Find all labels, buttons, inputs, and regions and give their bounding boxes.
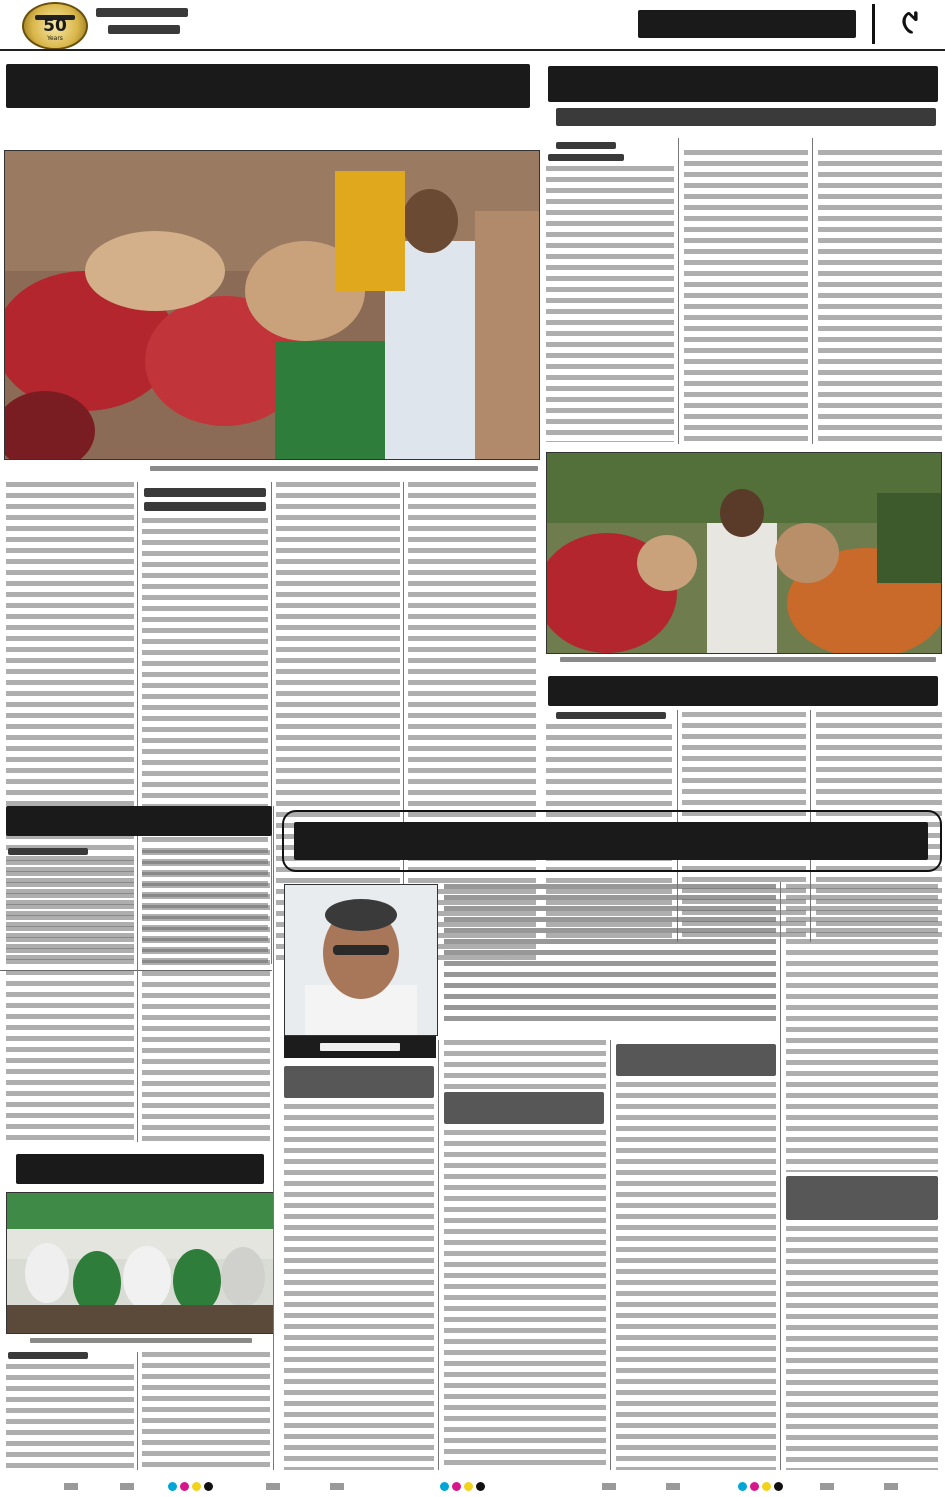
women-coordinator-headline xyxy=(548,676,938,706)
interview-col-3 xyxy=(616,1082,776,1470)
logo-years-number: 50 xyxy=(43,16,67,36)
dateline-date xyxy=(108,25,180,34)
campaign-crowd-photo xyxy=(546,452,942,654)
registration-mark-icon xyxy=(168,1482,177,1491)
right-top-headline xyxy=(548,66,938,102)
masthead-rule xyxy=(0,49,945,51)
registration-mark-icon xyxy=(464,1482,473,1491)
section-title xyxy=(638,10,856,38)
left-mid-headline xyxy=(6,806,272,836)
page-number: ୯ xyxy=(901,2,919,42)
interview-col-4 xyxy=(786,884,938,1172)
logo-years-word: Years xyxy=(47,35,63,42)
left-low-col-1 xyxy=(6,1364,134,1470)
interview-question-2 xyxy=(444,1092,604,1124)
dateline-place-day xyxy=(96,8,188,17)
rally-crowd-photo xyxy=(4,150,540,460)
right-top-reporter xyxy=(548,154,624,161)
registration-mark-icon xyxy=(750,1482,759,1491)
interview-question-4 xyxy=(786,1176,938,1220)
registration-mark-icon xyxy=(204,1482,213,1491)
registration-mark-icon xyxy=(476,1482,485,1491)
left-low-headline xyxy=(16,1154,264,1184)
interview-headline-box xyxy=(282,810,942,872)
registration-mark-icon xyxy=(774,1482,783,1491)
registration-mark-icon xyxy=(440,1482,449,1491)
women-coordinator-dateline xyxy=(556,712,666,719)
section-divider xyxy=(872,4,875,44)
left-low-dateline xyxy=(8,1352,88,1359)
interview-col-1 xyxy=(284,1104,434,1470)
left-story-inset-heading-2 xyxy=(144,502,266,511)
right-story-col-3 xyxy=(818,150,942,444)
left-mid-dateline xyxy=(8,848,88,855)
interview-col-2 xyxy=(444,1040,606,1090)
interview-col-2b xyxy=(444,1130,606,1470)
right-top-subheadline xyxy=(556,108,936,126)
registration-mark-icon xyxy=(738,1482,747,1491)
interviewee-name-plate xyxy=(284,1036,436,1058)
joining-photo-caption xyxy=(30,1338,252,1343)
registration-mark-icon xyxy=(192,1482,201,1491)
logo-seal-icon xyxy=(22,2,88,50)
registration-mark-icon xyxy=(452,1482,461,1491)
interview-intro-text xyxy=(444,884,776,1024)
registration-mark-icon xyxy=(180,1482,189,1491)
left-mid-col-2 xyxy=(142,850,270,1142)
interview-headline xyxy=(294,822,928,860)
registration-mark-icon xyxy=(762,1482,771,1491)
footer-print-marks xyxy=(0,1476,945,1497)
left-story-inset-heading-1 xyxy=(144,488,266,497)
right-top-dateline xyxy=(556,142,616,149)
left-top-headline xyxy=(6,64,530,108)
campaign-photo-caption xyxy=(560,657,936,662)
interview-col-4b xyxy=(786,1226,938,1470)
left-mid-col-1 xyxy=(6,860,134,1142)
interviewee-portrait-photo xyxy=(284,884,438,1036)
left-low-col-2 xyxy=(142,1352,270,1470)
joining-ceremony-photo xyxy=(6,1192,274,1334)
rally-photo-caption xyxy=(150,466,538,471)
right-story-col-2 xyxy=(684,150,808,444)
masthead xyxy=(0,0,945,48)
interview-question-1 xyxy=(284,1066,434,1098)
right-story-col-1 xyxy=(546,166,674,442)
interview-question-3 xyxy=(616,1044,776,1076)
